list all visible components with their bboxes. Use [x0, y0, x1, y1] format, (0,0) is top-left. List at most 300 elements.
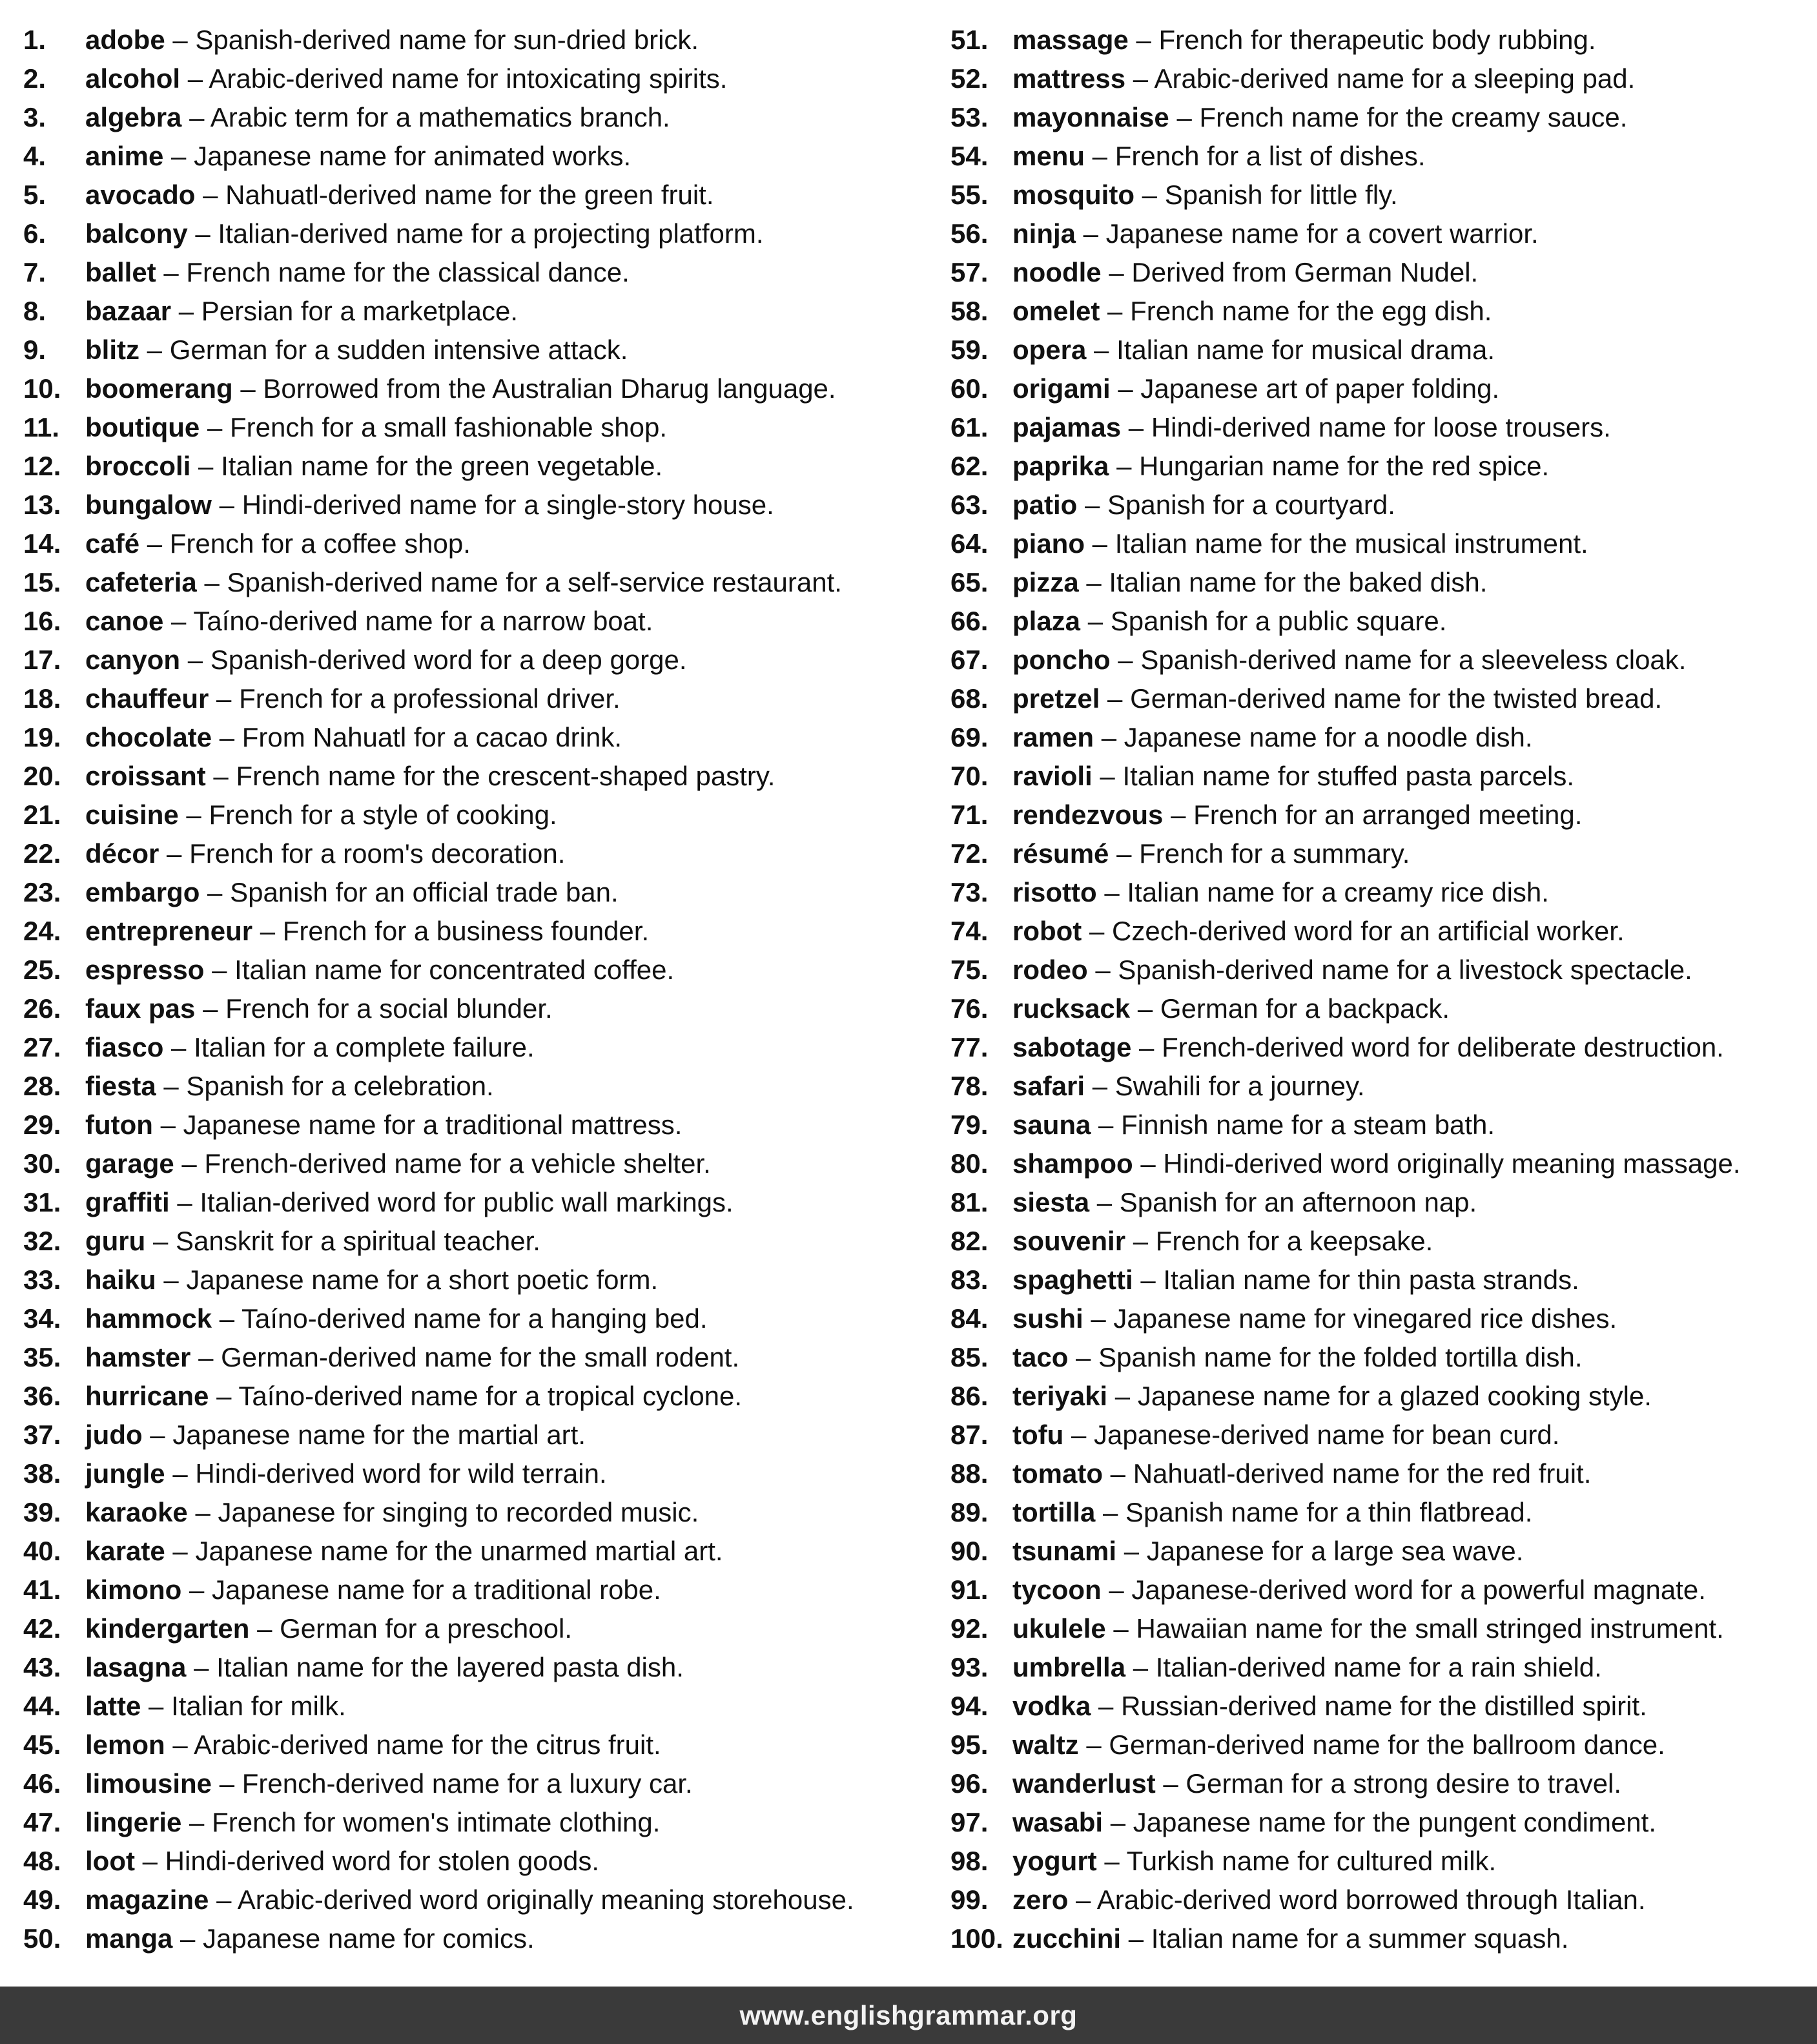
- item-word: judo: [85, 1419, 143, 1450]
- item-separator: –: [180, 645, 210, 675]
- item-word: wasabi: [1012, 1807, 1104, 1837]
- item-definition: Derived from German Nudel.: [1131, 257, 1479, 287]
- list-item: [23, 253, 927, 292]
- list-item: [23, 1919, 927, 1958]
- item-number: 37.: [23, 1419, 61, 1450]
- item-separator: –: [142, 1419, 173, 1450]
- item-definition: French for therapeutic body rubbing.: [1158, 25, 1596, 55]
- item-definition: Taíno-derived name for a hanging bed.: [241, 1303, 708, 1334]
- item-definition: Spanish-derived word for a deep gorge.: [210, 645, 687, 675]
- item-word: bazaar: [85, 296, 172, 326]
- item-word: embargo: [85, 877, 200, 907]
- item-separator: –: [232, 373, 263, 404]
- item-word: latte: [85, 1691, 141, 1721]
- item-separator: –: [1100, 296, 1131, 326]
- item-number: 78.: [950, 1071, 989, 1101]
- item-word: canoe: [85, 606, 164, 636]
- item-definition: Japanese name for the pungent condiment.: [1133, 1807, 1657, 1837]
- item-separator: –: [1063, 1419, 1094, 1450]
- list-item: [23, 757, 927, 796]
- list-item: [950, 176, 1809, 214]
- item-word: algebra: [85, 102, 182, 132]
- item-word: fiasco: [85, 1032, 164, 1062]
- item-word: massage: [1012, 25, 1129, 55]
- item-word: souvenir: [1012, 1226, 1126, 1256]
- list-item: [950, 912, 1809, 951]
- item-word: menu: [1012, 141, 1085, 171]
- list-item: [23, 137, 927, 176]
- item-number: 83.: [950, 1265, 989, 1295]
- item-definition: French for a business founder.: [282, 916, 650, 946]
- list-item: [950, 1222, 1809, 1261]
- item-separator: –: [1133, 1148, 1164, 1179]
- list-item: [950, 1338, 1809, 1377]
- list-item: [23, 524, 927, 563]
- item-separator: –: [139, 335, 170, 365]
- item-number: 1.: [23, 25, 46, 55]
- item-number: 40.: [23, 1536, 61, 1566]
- list-item: [23, 641, 927, 679]
- item-separator: –: [134, 1846, 165, 1876]
- list-item: [23, 873, 927, 912]
- item-number: 26.: [23, 993, 61, 1024]
- list-item: [950, 1532, 1809, 1571]
- list-item: [950, 1919, 1809, 1958]
- item-word: patio: [1012, 490, 1078, 520]
- item-word: sabotage: [1012, 1032, 1132, 1062]
- list-item: [950, 1261, 1809, 1299]
- item-word: hurricane: [85, 1381, 209, 1411]
- item-definition: Turkish name for cultured milk.: [1126, 1846, 1497, 1876]
- item-number: 45.: [23, 1729, 61, 1760]
- item-word: karate: [85, 1536, 165, 1566]
- item-definition: French for a coffee shop.: [169, 528, 471, 559]
- item-separator: –: [1107, 1381, 1138, 1411]
- item-word: mayonnaise: [1012, 102, 1169, 132]
- item-number: 20.: [23, 761, 61, 791]
- list-item: [950, 563, 1809, 602]
- list-item: [950, 137, 1809, 176]
- item-separator: –: [1105, 1613, 1136, 1644]
- item-word: piano: [1012, 528, 1085, 559]
- list-item: [950, 1648, 1809, 1687]
- item-definition: Arabic-derived word borrowed through Italian.: [1096, 1884, 1646, 1915]
- item-word: café: [85, 528, 140, 559]
- list-item: [950, 602, 1809, 641]
- list-item: [23, 1609, 927, 1648]
- item-separator: –: [165, 1458, 196, 1489]
- item-separator: –: [187, 218, 218, 249]
- item-number: 75.: [950, 955, 989, 985]
- item-separator: –: [1163, 800, 1194, 830]
- item-definition: Finnish name for a steam bath.: [1121, 1110, 1495, 1140]
- item-number: 79.: [950, 1110, 989, 1140]
- list-item: [950, 253, 1809, 292]
- list-item: [23, 1571, 927, 1609]
- list-item: [23, 1067, 927, 1106]
- item-definition: Czech-derived word for an artificial worker.: [1112, 916, 1625, 946]
- footer-website-link[interactable]: www.englishgrammar.org: [739, 1999, 1078, 2030]
- item-number: 67.: [950, 645, 989, 675]
- item-definition: Italian name for stuffed pasta parcels.: [1122, 761, 1575, 791]
- item-separator: –: [190, 451, 221, 481]
- item-separator: –: [1077, 490, 1108, 520]
- item-number: 28.: [23, 1071, 61, 1101]
- item-separator: –: [1086, 335, 1117, 365]
- list-item: [950, 1183, 1809, 1222]
- item-word: shampoo: [1012, 1148, 1133, 1179]
- item-number: 73.: [950, 877, 989, 907]
- list-item: [23, 679, 927, 718]
- item-definition: Japanese art of paper folding.: [1140, 373, 1500, 404]
- item-separator: –: [1083, 1303, 1114, 1334]
- list-item: [23, 408, 927, 447]
- item-word: mosquito: [1012, 180, 1134, 210]
- item-definition: Japanese name for a traditional robe.: [212, 1574, 661, 1605]
- item-number: 87.: [950, 1419, 989, 1450]
- item-number: 64.: [950, 528, 989, 559]
- item-number: 34.: [23, 1303, 61, 1334]
- item-number: 98.: [950, 1846, 989, 1876]
- list-item: [950, 1299, 1809, 1338]
- item-word: ravioli: [1012, 761, 1093, 791]
- item-separator: –: [1078, 1729, 1109, 1760]
- item-definition: Japanese-derived word for a powerful magnate.: [1131, 1574, 1706, 1605]
- item-separator: –: [1116, 1536, 1147, 1566]
- item-definition: French for a keepsake.: [1155, 1226, 1433, 1256]
- item-word: vodka: [1012, 1691, 1091, 1721]
- item-word: garage: [85, 1148, 174, 1179]
- item-separator: –: [212, 1303, 242, 1334]
- item-separator: –: [1133, 1265, 1164, 1295]
- item-number: 84.: [950, 1303, 989, 1334]
- item-separator: –: [252, 916, 283, 946]
- list-item: [950, 1803, 1809, 1842]
- item-word: umbrella: [1012, 1652, 1126, 1682]
- item-word: chauffeur: [85, 683, 209, 714]
- item-number: 10.: [23, 373, 61, 404]
- item-word: origami: [1012, 373, 1111, 404]
- item-number: 13.: [23, 490, 61, 520]
- list-item: [23, 1532, 927, 1571]
- item-definition: Italian name for the musical instrument.: [1114, 528, 1588, 559]
- item-number: 95.: [950, 1729, 989, 1760]
- item-number: 71.: [950, 800, 989, 830]
- list-item: [950, 1687, 1809, 1726]
- item-definition: Hindi-derived name for a single-story house.: [241, 490, 774, 520]
- item-definition: Japanese name for a noodle dish.: [1124, 722, 1533, 752]
- item-separator: –: [1085, 528, 1115, 559]
- item-separator: –: [1094, 722, 1124, 752]
- item-number: 3.: [23, 102, 46, 132]
- item-definition: Taíno-derived name for a narrow boat.: [193, 606, 653, 636]
- list-item: [23, 912, 927, 951]
- item-separator: –: [1125, 1652, 1156, 1682]
- item-word: magazine: [85, 1884, 209, 1915]
- item-number: 76.: [950, 993, 989, 1024]
- item-separator: –: [1101, 257, 1132, 287]
- list-item: [23, 447, 927, 486]
- item-word: noodle: [1012, 257, 1102, 287]
- list-item: [23, 1648, 927, 1687]
- item-separator: –: [156, 1071, 187, 1101]
- item-definition: French for a small fashionable shop.: [230, 412, 668, 442]
- item-separator: –: [1130, 993, 1160, 1024]
- list-item: [950, 1842, 1809, 1881]
- item-separator: –: [211, 490, 242, 520]
- item-word: kimono: [85, 1574, 182, 1605]
- list-item: [950, 292, 1809, 331]
- item-number: 65.: [950, 567, 989, 597]
- item-word: blitz: [85, 335, 139, 365]
- item-separator: –: [1092, 761, 1123, 791]
- item-separator: –: [1085, 141, 1115, 171]
- item-definition: Hungarian name for the red spice.: [1139, 451, 1550, 481]
- item-definition: French for a professional driver.: [239, 683, 621, 714]
- item-number: 63.: [950, 490, 989, 520]
- item-separator: –: [204, 955, 235, 985]
- list-item: [950, 214, 1809, 253]
- item-word: rucksack: [1012, 993, 1131, 1024]
- item-separator: –: [1091, 1110, 1122, 1140]
- item-number: 21.: [23, 800, 61, 830]
- item-separator: –: [174, 1148, 205, 1179]
- list-item: [23, 989, 927, 1028]
- item-definition: French name for the classical dance.: [186, 257, 630, 287]
- item-separator: –: [1110, 373, 1141, 404]
- item-number: 27.: [23, 1032, 61, 1062]
- item-definition: French for a social blunder.: [225, 993, 553, 1024]
- item-number: 2.: [23, 63, 46, 94]
- item-definition: Borrowed from the Australian Dharug language.: [263, 373, 836, 404]
- item-word: pajamas: [1012, 412, 1122, 442]
- list-item: [950, 679, 1809, 718]
- item-separator: –: [209, 1884, 238, 1915]
- list-item: [23, 1687, 927, 1726]
- item-separator: –: [1096, 877, 1127, 907]
- item-separator: –: [1082, 916, 1112, 946]
- list-item: [23, 176, 927, 214]
- item-number: 36.: [23, 1381, 61, 1411]
- item-definition: French for a list of dishes.: [1114, 141, 1426, 171]
- list-item: [950, 1067, 1809, 1106]
- item-word: espresso: [85, 955, 205, 985]
- item-number: 38.: [23, 1458, 61, 1489]
- item-number: 17.: [23, 645, 61, 675]
- item-word: boutique: [85, 412, 200, 442]
- list-item: [23, 59, 927, 98]
- list-item: [23, 21, 927, 59]
- list-item: [23, 1803, 927, 1842]
- item-definition: Sanskrit for a spiritual teacher.: [176, 1226, 540, 1256]
- item-number: 18.: [23, 683, 61, 714]
- item-word: haiku: [85, 1265, 156, 1295]
- item-definition: Italian name for the green vegetable.: [221, 451, 663, 481]
- item-word: bungalow: [85, 490, 212, 520]
- item-number: 16.: [23, 606, 61, 636]
- item-separator: –: [145, 1226, 176, 1256]
- item-definition: Italian for milk.: [171, 1691, 346, 1721]
- item-word: alcohol: [85, 63, 181, 94]
- item-word: tomato: [1012, 1458, 1103, 1489]
- list-item: [23, 1726, 927, 1764]
- item-number: 22.: [23, 838, 61, 869]
- item-word: paprika: [1012, 451, 1109, 481]
- item-definition: Spanish-derived name for a livestock spectacle.: [1118, 955, 1692, 985]
- item-word: loot: [85, 1846, 135, 1876]
- item-definition: Spanish name for a thin flatbread.: [1125, 1497, 1533, 1527]
- list-item: [950, 757, 1809, 796]
- item-separator: –: [178, 800, 209, 830]
- item-separator: –: [195, 993, 226, 1024]
- item-separator: –: [1131, 1032, 1162, 1062]
- item-number: 74.: [950, 916, 989, 946]
- list-item: [950, 1571, 1809, 1609]
- item-word: cafeteria: [85, 567, 197, 597]
- list-item: [23, 214, 927, 253]
- item-definition: German-derived name for the small rodent.: [221, 1342, 740, 1372]
- item-number: 50.: [23, 1923, 61, 1954]
- item-definition: Japanese name for animated works.: [194, 141, 631, 171]
- item-definition: Hindi-derived word originally meaning massage.: [1163, 1148, 1741, 1179]
- item-number: 51.: [950, 25, 989, 55]
- item-number: 6.: [23, 218, 46, 249]
- list-item: [23, 292, 927, 331]
- item-separator: –: [195, 180, 226, 210]
- item-separator: –: [209, 683, 240, 714]
- list-item: [950, 524, 1809, 563]
- list-item: [23, 796, 927, 834]
- item-separator: –: [1125, 63, 1155, 94]
- item-definition: French for a summary.: [1139, 838, 1410, 869]
- item-number: 88.: [950, 1458, 989, 1489]
- item-definition: From Nahuatl for a cacao drink.: [241, 722, 622, 752]
- list-item: [23, 1493, 927, 1532]
- item-word: karaoke: [85, 1497, 188, 1527]
- list-item: [23, 331, 927, 369]
- item-separator: –: [200, 877, 231, 907]
- item-number: 31.: [23, 1187, 61, 1217]
- item-definition: Spanish for an afternoon nap.: [1119, 1187, 1477, 1217]
- item-number: 4.: [23, 141, 46, 171]
- item-separator: –: [1068, 1884, 1097, 1915]
- item-word: ballet: [85, 257, 156, 287]
- item-number: 44.: [23, 1691, 61, 1721]
- item-separator: –: [205, 761, 236, 791]
- list-item: [23, 1377, 927, 1416]
- item-word: graffiti: [85, 1187, 170, 1217]
- item-definition: Italian name for concentrated coffee.: [234, 955, 675, 985]
- item-number: 48.: [23, 1846, 61, 1876]
- item-definition: Hindi-derived word for stolen goods.: [165, 1846, 600, 1876]
- item-number: 100.: [950, 1923, 1003, 1954]
- item-number: 32.: [23, 1226, 61, 1256]
- item-separator: –: [181, 102, 210, 132]
- item-number: 52.: [950, 63, 989, 94]
- item-number: 94.: [950, 1691, 989, 1721]
- item-separator: –: [172, 1923, 203, 1954]
- item-word: lemon: [85, 1729, 165, 1760]
- item-definition: Japanese name for the unarmed martial art.: [195, 1536, 723, 1566]
- list-item: [950, 1764, 1809, 1803]
- item-definition: Japanese-derived name for bean curd.: [1094, 1419, 1560, 1450]
- item-definition: French for an arranged meeting.: [1193, 800, 1583, 830]
- item-number: 97.: [950, 1807, 989, 1837]
- list-item: [950, 1028, 1809, 1067]
- item-number: 49.: [23, 1884, 61, 1915]
- word-list: [0, 21, 1817, 1958]
- item-word: croissant: [85, 761, 206, 791]
- list-item: [23, 1028, 927, 1067]
- item-definition: Japanese name for a short poetic form.: [186, 1265, 659, 1295]
- item-definition: Spanish for an official trade ban.: [230, 877, 619, 907]
- item-definition: Spanish-derived name for a self-service restaurant.: [227, 567, 842, 597]
- item-separator: –: [1121, 412, 1151, 442]
- item-word: tofu: [1012, 1419, 1064, 1450]
- item-definition: Italian name for musical drama.: [1116, 335, 1495, 365]
- item-number: 92.: [950, 1613, 989, 1644]
- item-separator: –: [139, 528, 170, 559]
- item-word: avocado: [85, 180, 196, 210]
- list-item: [950, 834, 1809, 873]
- item-word: opera: [1012, 335, 1087, 365]
- item-number: 46.: [23, 1768, 61, 1799]
- item-number: 43.: [23, 1652, 61, 1682]
- item-definition: Japanese name for a traditional mattress.: [183, 1110, 683, 1140]
- item-separator: –: [209, 1381, 239, 1411]
- item-separator: –: [181, 1574, 212, 1605]
- item-word: zero: [1012, 1884, 1069, 1915]
- item-definition: Nahuatl-derived name for the green fruit.: [225, 180, 714, 210]
- item-separator: –: [196, 567, 227, 597]
- list-item: [23, 369, 927, 408]
- item-definition: French for a room's decoration.: [189, 838, 566, 869]
- item-word: pretzel: [1012, 683, 1100, 714]
- list-item: [23, 1299, 927, 1338]
- item-definition: Spanish-derived name for sun-dried brick.: [195, 25, 699, 55]
- item-word: hamster: [85, 1342, 191, 1372]
- list-item: [23, 1881, 927, 1919]
- item-number: 53.: [950, 102, 989, 132]
- item-definition: Italian-derived word for public wall markings.: [200, 1187, 734, 1217]
- list-item: [23, 1842, 927, 1881]
- item-definition: Taíno-derived name for a tropical cyclone.: [238, 1381, 743, 1411]
- item-word: plaza: [1012, 606, 1081, 636]
- item-number: 14.: [23, 528, 61, 559]
- item-separator: –: [159, 838, 190, 869]
- item-separator: –: [1109, 451, 1140, 481]
- item-number: 29.: [23, 1110, 61, 1140]
- list-item: [950, 331, 1809, 369]
- item-number: 57.: [950, 257, 989, 287]
- item-separator: –: [1080, 606, 1111, 636]
- list-item: [23, 1106, 927, 1144]
- item-definition: Hawaiian name for the small stringed instrument.: [1136, 1613, 1724, 1644]
- item-number: 85.: [950, 1342, 989, 1372]
- item-definition: Spanish for a public square.: [1110, 606, 1447, 636]
- list-item: [23, 1764, 927, 1803]
- item-word: anime: [85, 141, 164, 171]
- list-item: [950, 447, 1809, 486]
- item-separator: –: [156, 1265, 187, 1295]
- item-definition: German for a strong desire to travel.: [1186, 1768, 1622, 1799]
- item-number: 19.: [23, 722, 61, 752]
- item-word: boomerang: [85, 373, 233, 404]
- item-definition: Arabic-derived word originally meaning storehouse.: [237, 1884, 854, 1915]
- item-word: adobe: [85, 25, 165, 55]
- item-word: tsunami: [1012, 1536, 1117, 1566]
- item-definition: Italian-derived name for a projecting platform.: [218, 218, 764, 249]
